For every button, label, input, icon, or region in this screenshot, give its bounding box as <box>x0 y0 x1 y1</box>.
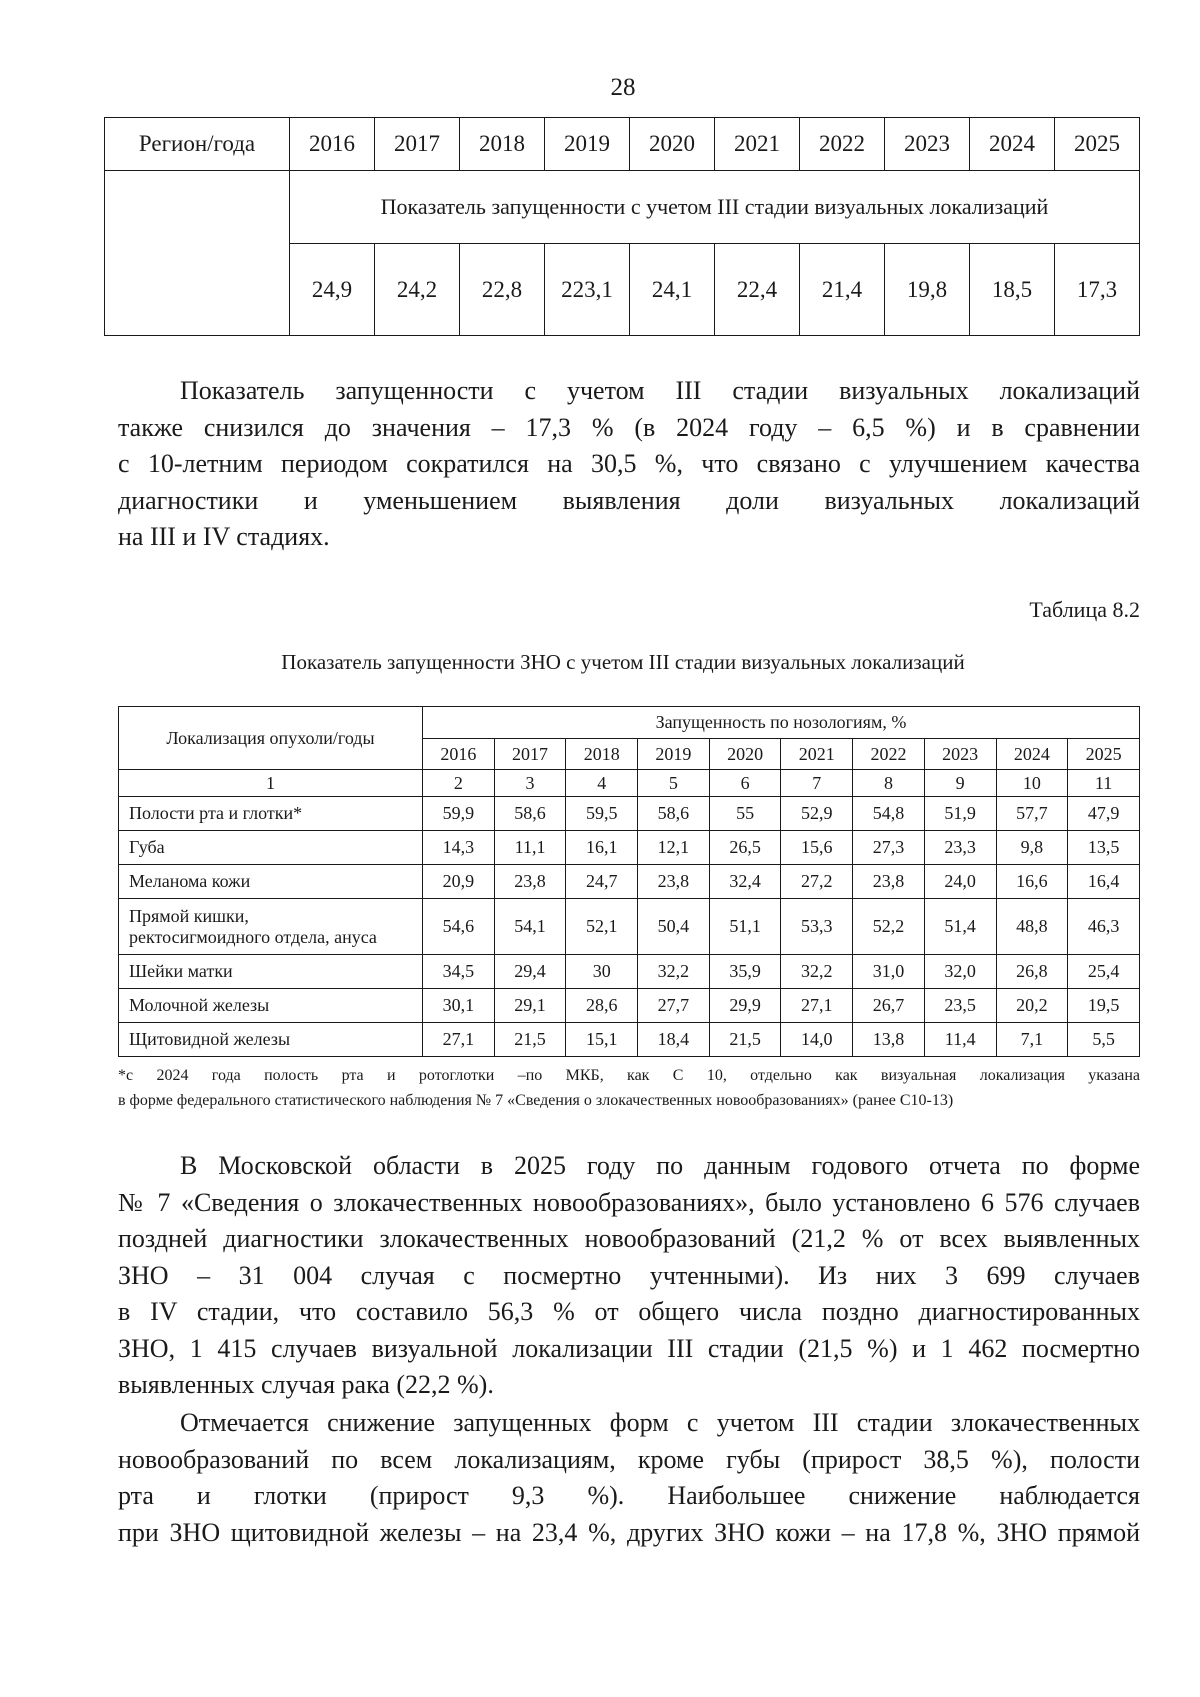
year-header: 2020 <box>709 739 781 770</box>
value-cell: 24,0 <box>924 865 996 899</box>
value-cell: 32,0 <box>924 955 996 989</box>
value-cell: 28,6 <box>566 989 638 1023</box>
year-header: 2024 <box>970 118 1055 171</box>
value-cell: 58,6 <box>494 797 566 831</box>
text-line: ЗНО – 31 004 случая с посмертно учтенными). Из них 3 699 случаев <box>118 1260 1140 1290</box>
value-cell: 27,3 <box>853 831 925 865</box>
value-cell: 59,9 <box>423 797 495 831</box>
value-cell: 52,1 <box>566 899 638 955</box>
value-cell: 18,4 <box>638 1023 710 1057</box>
table-label: Таблица 8.2 <box>1029 597 1140 622</box>
year-header: 2019 <box>638 739 710 770</box>
text-line: Отмечается снижение запущенных форм с учетом III стадии злокачественных <box>180 1408 1140 1437</box>
year-header: 2019 <box>545 118 630 171</box>
value-cell: 30,1 <box>423 989 495 1023</box>
value-cell: 32,2 <box>781 955 853 989</box>
text-line: № 7 «Сведения о злокачественных новообразованиях», было установлено 6 576 случаев <box>118 1187 1140 1217</box>
value-cell: 20,2 <box>996 989 1068 1023</box>
value-cell: 35,9 <box>709 955 781 989</box>
year-header: 2021 <box>781 739 853 770</box>
year-header: 2023 <box>924 739 996 770</box>
table-row <box>119 865 1140 899</box>
value-cell: 7,1 <box>996 1023 1068 1057</box>
table-row <box>119 899 1140 955</box>
value-cell: 54,8 <box>853 797 925 831</box>
value-cell: 32,4 <box>709 865 781 899</box>
value-cell: 18,5 <box>970 244 1055 336</box>
value-cell: 29,4 <box>494 955 566 989</box>
column-number: 9 <box>924 770 996 797</box>
value-cell: 16,6 <box>996 865 1068 899</box>
site-name: Полости рта и глотки* <box>129 803 303 823</box>
text-line: Показатель запущенности с учетом III стадии визуальных локализаций <box>180 376 1140 405</box>
value-cell: 27,2 <box>781 865 853 899</box>
value-cell: 21,5 <box>709 1023 781 1057</box>
value-cell: 27,1 <box>781 989 853 1023</box>
value-cell: 20,9 <box>423 865 495 899</box>
site-name-cell <box>119 989 423 1023</box>
text-line: при ЗНО щитовидной железы – на 23,4 %, других ЗНО кожи – на 17,8 %, ЗНО прямой <box>118 1517 1140 1547</box>
paragraph-1 <box>118 373 1140 556</box>
text-line: с 10-летним периодом сократился на 30,5 %, что связано с улучшением качества <box>118 449 1140 478</box>
table-row <box>119 955 1140 989</box>
value-cell: 11,4 <box>924 1023 996 1057</box>
table-header-row <box>119 707 1140 739</box>
site-name-continued: ректосигмоидного отдела, ануса <box>129 926 377 947</box>
column-number: 6 <box>709 770 781 797</box>
value-cell: 13,8 <box>853 1023 925 1057</box>
year-header: 2022 <box>853 739 925 770</box>
column-number: 7 <box>781 770 853 797</box>
footnote <box>118 1063 1140 1113</box>
value-cell: 53,3 <box>781 899 853 955</box>
site-name-cell <box>119 1023 423 1057</box>
text-line: В Московской области в 2025 году по данным годового отчета по форме <box>180 1151 1140 1180</box>
site-name: Шейки матки <box>129 961 233 981</box>
text-line: в IV стадии, что составило 56,3 % от общего числа поздно диагностированных <box>118 1297 1140 1326</box>
table-header-row <box>105 118 1140 171</box>
value-cell: 59,5 <box>566 797 638 831</box>
year-header: 2016 <box>290 118 375 171</box>
text-line: ЗНО, 1 415 случаев визуальной локализации III стадии (21,5 %) и 1 462 посмертно <box>118 1333 1140 1363</box>
year-header: 2022 <box>800 118 885 171</box>
value-cell: 23,3 <box>924 831 996 865</box>
column-number: 4 <box>566 770 638 797</box>
value-cell: 13,5 <box>1068 831 1140 865</box>
site-name: Щитовидной железы <box>129 1029 291 1049</box>
footnote-line: *с 2024 года полость рта и ротоглотки –по МКБ, как С 10, отдельно как визуальная локализация указана <box>118 1067 1140 1084</box>
value-cell: 58,6 <box>638 797 710 831</box>
year-header: 2018 <box>460 118 545 171</box>
regional-neglect-table <box>104 117 1140 336</box>
year-header: 2024 <box>996 739 1068 770</box>
table-row <box>119 831 1140 865</box>
site-name: Меланома кожи <box>129 871 251 891</box>
text-line: также снизился до значения – 17,3 % (в 2024 году – 6,5 %) и в сравнении <box>118 412 1140 442</box>
column-number: 10 <box>996 770 1068 797</box>
year-header: 2025 <box>1055 118 1140 171</box>
value-cell: 23,8 <box>494 865 566 899</box>
text-line: поздней диагностики злокачественных новообразований (21,2 % от всех выявленных <box>118 1224 1140 1253</box>
value-cell: 26,7 <box>853 989 925 1023</box>
value-cell: 14,0 <box>781 1023 853 1057</box>
value-cell: 5,5 <box>1068 1023 1140 1057</box>
site-name-cell <box>119 865 423 899</box>
site-name-cell <box>119 899 423 955</box>
site-name: Губа <box>129 837 165 857</box>
value-cell: 51,1 <box>709 899 781 955</box>
value-cell: 16,4 <box>1068 865 1140 899</box>
value-cell: 24,9 <box>290 244 375 336</box>
value-cell: 52,2 <box>853 899 925 955</box>
region-cell <box>105 171 290 336</box>
value-cell: 223,1 <box>545 244 630 336</box>
value-cell: 22,4 <box>715 244 800 336</box>
page-number: 28 <box>610 74 636 101</box>
group-header: Запущенность по нозологиям, % <box>423 707 1140 739</box>
value-cell: 55 <box>709 797 781 831</box>
value-cell: 19,8 <box>885 244 970 336</box>
value-cell: 26,5 <box>709 831 781 865</box>
column-number: 8 <box>853 770 925 797</box>
value-cell: 24,1 <box>630 244 715 336</box>
column-number-row <box>119 770 1140 797</box>
value-cell: 57,7 <box>996 797 1068 831</box>
paragraph-3 <box>118 1405 1140 1551</box>
table-subtitle-row <box>105 171 1140 244</box>
text-line: рта и глотки (прирост 9,3 %). Наибольшее снижение наблюдается <box>118 1481 1140 1510</box>
value-cell: 9,8 <box>996 831 1068 865</box>
text-line: новообразований по всем локализациям, кроме губы (прирост 38,5 %), полости <box>118 1444 1140 1474</box>
value-cell: 23,5 <box>924 989 996 1023</box>
value-cell: 54,1 <box>494 899 566 955</box>
region-year-header: Регион/года <box>105 118 290 171</box>
value-cell: 25,4 <box>1068 955 1140 989</box>
value-cell: 32,2 <box>638 955 710 989</box>
value-cell: 48,8 <box>996 899 1068 955</box>
year-header: 2025 <box>1068 739 1140 770</box>
value-cell: 50,4 <box>638 899 710 955</box>
column-number: 3 <box>494 770 566 797</box>
neglect-by-site-table <box>118 706 1140 1057</box>
table-row <box>119 797 1140 831</box>
column-number: 1 <box>119 770 423 797</box>
value-cell: 24,7 <box>566 865 638 899</box>
value-cell: 26,8 <box>996 955 1068 989</box>
value-cell: 11,1 <box>494 831 566 865</box>
value-cell: 15,6 <box>781 831 853 865</box>
site-name-cell <box>119 831 423 865</box>
site-name: Прямой кишки, <box>129 905 249 926</box>
value-cell: 46,3 <box>1068 899 1140 955</box>
table-body <box>119 797 1140 1057</box>
value-cell: 23,8 <box>638 865 710 899</box>
value-cell: 31,0 <box>853 955 925 989</box>
year-header: 2023 <box>885 118 970 171</box>
paragraph-2 <box>118 1148 1140 1404</box>
value-cell: 12,1 <box>638 831 710 865</box>
table-caption: Показатель запущенности ЗНО с учетом III стадии визуальных локализаций <box>281 650 965 674</box>
value-cell: 24,2 <box>375 244 460 336</box>
value-cell: 27,1 <box>423 1023 495 1057</box>
site-year-header: Локализация опухоли/годы <box>119 707 423 770</box>
value-cell: 21,5 <box>494 1023 566 1057</box>
table-row <box>119 1023 1140 1057</box>
value-cell: 52,9 <box>781 797 853 831</box>
value-cell: 22,8 <box>460 244 545 336</box>
value-cell: 16,1 <box>566 831 638 865</box>
year-header: 2021 <box>715 118 800 171</box>
value-cell: 47,9 <box>1068 797 1140 831</box>
table-row <box>119 989 1140 1023</box>
value-cell: 51,9 <box>924 797 996 831</box>
year-header: 2018 <box>566 739 638 770</box>
site-name-cell <box>119 955 423 989</box>
value-cell: 27,7 <box>638 989 710 1023</box>
value-cell: 34,5 <box>423 955 495 989</box>
year-header: 2017 <box>375 118 460 171</box>
year-header: 2017 <box>494 739 566 770</box>
value-cell: 17,3 <box>1055 244 1140 336</box>
value-cell: 29,1 <box>494 989 566 1023</box>
value-cell: 23,8 <box>853 865 925 899</box>
site-name-cell <box>119 797 423 831</box>
text-line: выявленных случая рака (22,2 %). <box>118 1370 494 1399</box>
site-name: Молочной железы <box>129 995 270 1015</box>
column-number: 5 <box>638 770 710 797</box>
footnote-line: в форме федерального статистического наблюдения № 7 «Сведения о злокачественных новообразованиях» (ранее С10-13) <box>118 1092 954 1109</box>
column-number: 11 <box>1068 770 1140 797</box>
value-cell: 14,3 <box>423 831 495 865</box>
column-number: 2 <box>423 770 495 797</box>
value-cell: 54,6 <box>423 899 495 955</box>
value-cell: 19,5 <box>1068 989 1140 1023</box>
value-cell: 51,4 <box>924 899 996 955</box>
text-line: на III и IV стадиях. <box>118 522 330 551</box>
text-line: диагностики и уменьшением выявления доли визуальных локализаций <box>118 485 1140 515</box>
value-cell: 30 <box>566 955 638 989</box>
value-cell: 15,1 <box>566 1023 638 1057</box>
table-subtitle: Показатель запущенности с учетом III стадии визуальных локализаций <box>290 171 1140 244</box>
value-cell: 21,4 <box>800 244 885 336</box>
year-header: 2020 <box>630 118 715 171</box>
value-cell: 29,9 <box>709 989 781 1023</box>
year-header: 2016 <box>423 739 495 770</box>
